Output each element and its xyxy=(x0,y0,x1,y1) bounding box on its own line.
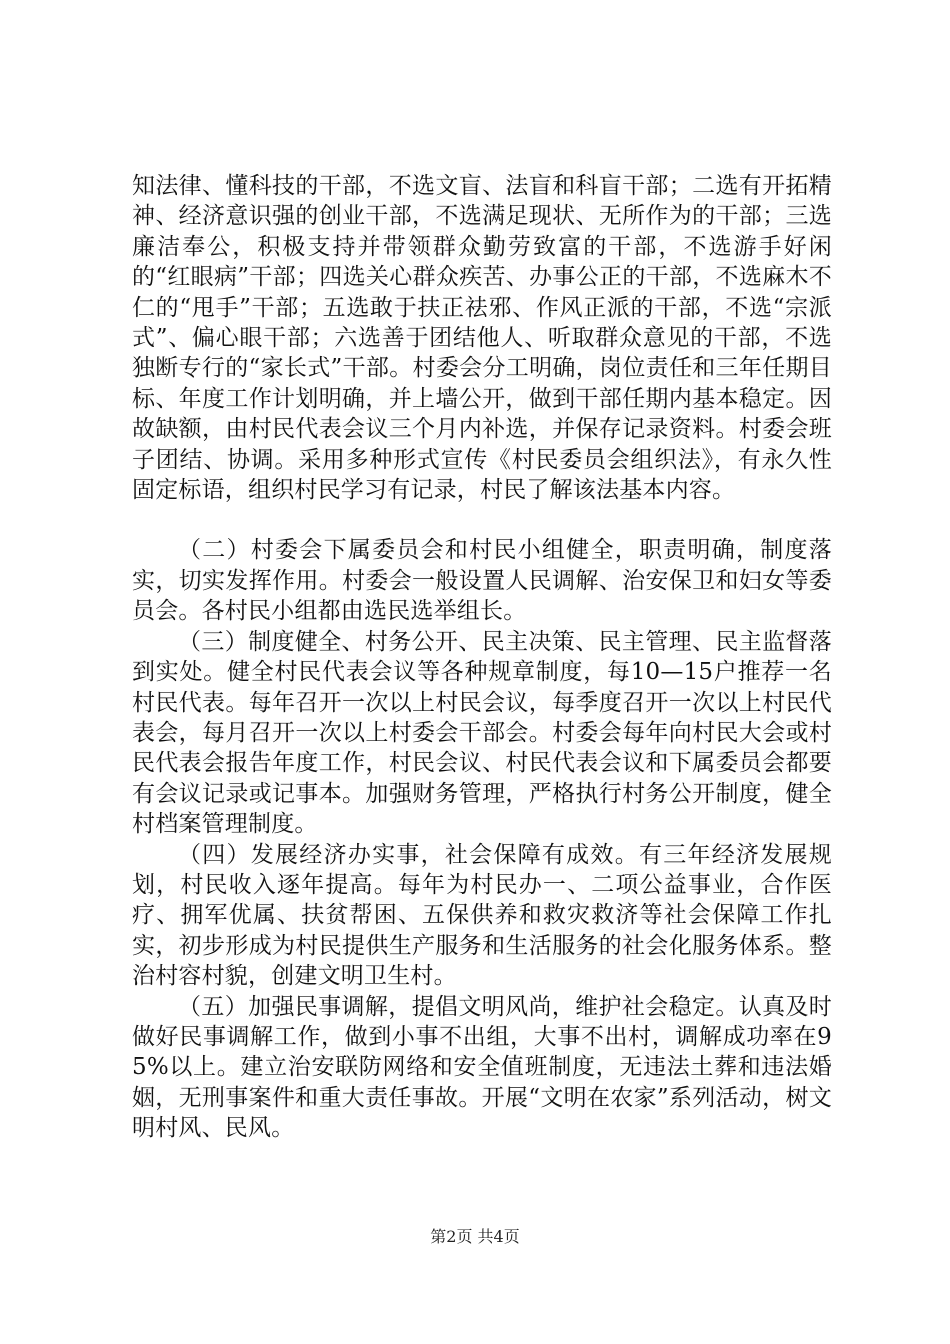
document-body xyxy=(132,171,832,1144)
paragraph-continuation: 知法律、懂科技的干部，不选文盲、法盲和科盲干部；二选有开拓精神、经济意识强的创业干部，不选满足现状、无所作为的干部；三选廉洁奉公，积极支持并带领群众勤劳致富的干部，不选游手好闲的“红眼病”干部；四选关心群众疾苦、办事公正的干部，不选麻木不仁的“甩手”干部；五选敢于扶正祛邪、作风正派的干部，不选“宗派式”、偏心眼干部；六选善于团结他人、听取群众意见的干部，不选独断专行的“家长式”干部。村委会分工明确，岗位责任和三年任期目标、年度工作计划明确，并上墙公开，做到干部任期内基本稳定。因故缺额，由村民代表会议三个月内补选，并保存记录资料。村委会班子团结、协调。采用多种形式宣传《村民委员会组织法》，有永久性固定标语，组织村民学习有记录，村民了解该法基本内容。 xyxy=(132,173,832,504)
paragraph-section-5: （五）加强民事调解，提倡文明风尚，维护社会稳定。认真及时做好民事调解工作，做到小事不出组，大事不出村，调解成功率在95%以上。建立治安联防网络和安全值班制度，无违法土葬和违法婚姻，无刑事案件和重大责任事故。开展“文明在农家”系列活动，树文明村风、民风。 xyxy=(132,993,832,1142)
paragraph-section-4: （四）发展经济办实事，社会保障有成效。有三年经济发展规划，村民收入逐年提高。每年为村民办一、二项公益事业，合作医疗、拥军优属、扶贫帮困、五保供养和救灾救济等社会保障工作扎实，初步形成为村民提供生产服务和生活服务的社会化服务体系。整治村容村貌，创建文明卫生村。 xyxy=(132,841,832,990)
page-number-footer: 第2页 共4页 xyxy=(430,1227,520,1246)
paragraph-section-3: （三）制度健全、村务公开、民主决策、民主管理、民主监督落到实处。健全村民代表会议等各种规章制度，每10—15户推荐一名村民代表。每年召开一次以上村民会议，每季度召开一次以上村民代表会，每月召开一次以上村委会干部会。村委会每年向村民大会或村民代表会报告年度工作，村民会议、村民代表会议和下属委员会都要有会议记录或记事本。加强财务管理，严格执行村务公开制度，健全村档案管理制度。 xyxy=(132,628,832,838)
paragraph-section-2: （二）村委会下属委员会和村民小组健全，职责明确，制度落实，切实发挥作用。村委会一般设置人民调解、治安保卫和妇女等委员会。各村民小组都由选民选举组长。 xyxy=(132,537,832,625)
